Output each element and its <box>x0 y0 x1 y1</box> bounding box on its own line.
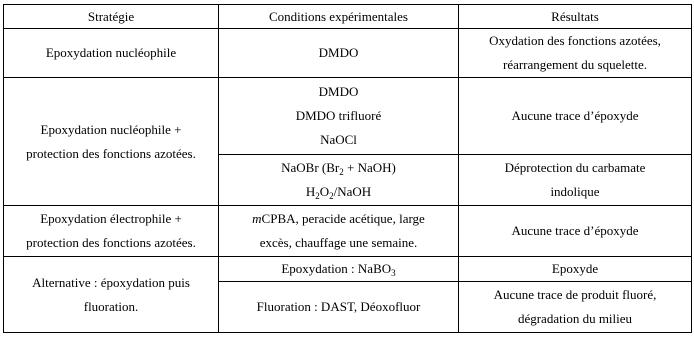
table-row <box>4 78 692 155</box>
strategy-line: protection des fonctions azotées. <box>26 145 196 161</box>
result-cell <box>459 155 692 206</box>
result-cell: Aucune trace d’époxyde <box>459 78 692 155</box>
table-row <box>4 257 692 282</box>
strategy-line: Alternative : époxydation puis <box>32 274 190 290</box>
condition-line: DMDO trifluoré <box>295 108 382 123</box>
strategy-line: Epoxydation nucléophile + <box>40 121 182 137</box>
header-results: Résultats <box>459 5 692 29</box>
result-cell <box>459 29 692 78</box>
conditions-cell: Epoxydation : NaBO$_3$ <box>219 257 459 282</box>
header-row <box>4 5 692 29</box>
conditions-cell <box>219 155 459 206</box>
result-cell: Epoxyde <box>459 257 692 282</box>
strategy-cell: Epoxydation nucléophile <box>4 29 219 78</box>
condition-line: NaOCl <box>320 132 357 147</box>
result-line: réarrangement du squelette. <box>502 57 647 72</box>
table-row <box>4 29 692 78</box>
conditions-cell: DMDO <box>219 29 459 78</box>
result-cell <box>459 282 692 333</box>
conditions-cell <box>219 78 459 155</box>
header-conditions: Conditions expérimentales <box>219 5 459 29</box>
result-line: Oxydation des fonctions azotées, <box>489 33 661 48</box>
conditions-cell <box>219 206 459 257</box>
result-cell: Aucune trace d’époxyde <box>459 206 692 257</box>
strategy-cell <box>4 206 219 257</box>
results-table <box>3 4 692 333</box>
condition-line: excès, chauffage une semaine. <box>259 235 418 250</box>
strategy-line: Epoxydation électrophile + <box>40 211 182 226</box>
result-line: dégradation du milieu <box>517 311 633 326</box>
condition-line: DMDO <box>318 84 359 99</box>
conditions-cell: Fluoration : DAST, Déoxofluor <box>219 282 459 333</box>
strategy-cell <box>4 257 219 333</box>
strategy-line: fluoration. <box>83 298 139 314</box>
header-strategy: Stratégie <box>4 5 219 29</box>
result-line: indolique <box>550 184 600 199</box>
result-line: Déprotection du carbamate <box>504 160 646 175</box>
condition-line: $H_2O_2$/NaOH <box>305 184 372 201</box>
strategy-cell <box>4 78 219 206</box>
strategy-line: protection des fonctions azotées. <box>26 235 196 250</box>
table-row <box>4 206 692 257</box>
condition-line: mCPBA, peracide acétique, large <box>252 211 425 226</box>
result-line: Aucune trace de produit fluoré, <box>493 287 657 302</box>
condition-line: NaOBr ($Br_2$ + NaOH) <box>281 160 396 177</box>
